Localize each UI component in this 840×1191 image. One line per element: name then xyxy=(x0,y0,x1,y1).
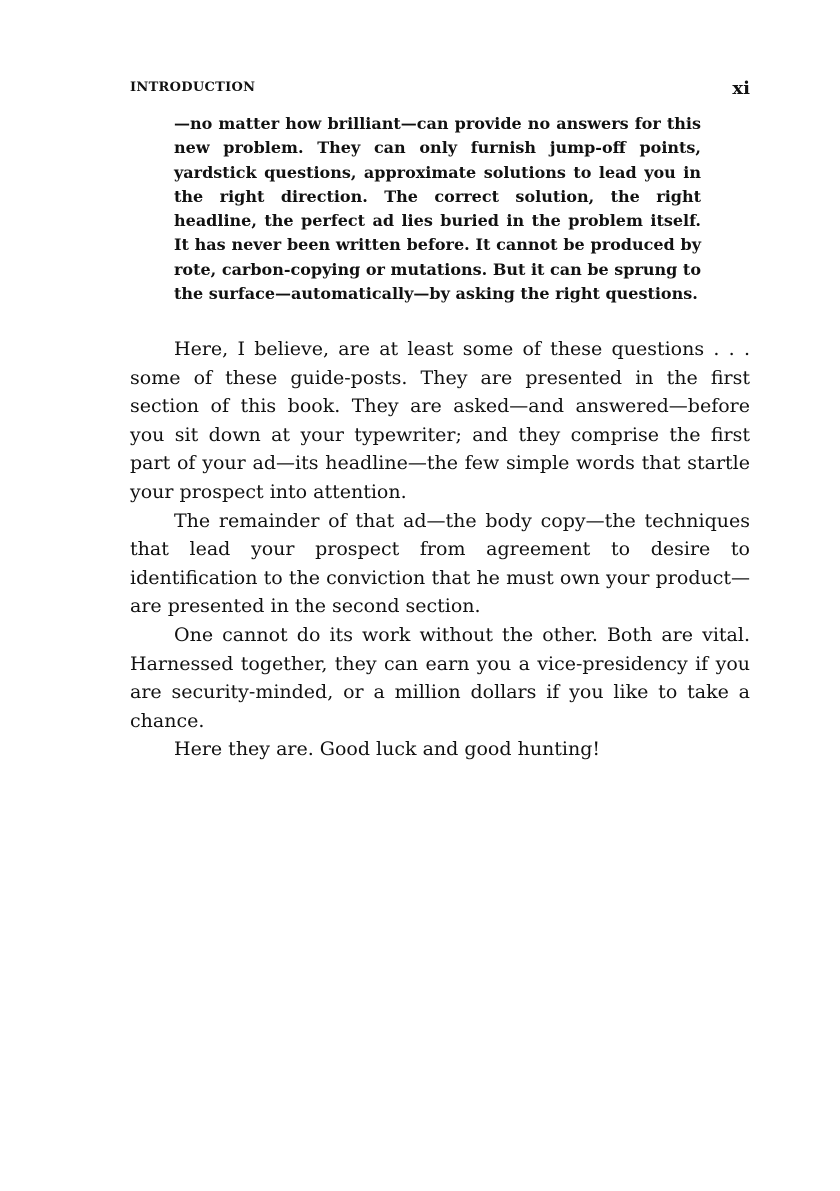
running-head xyxy=(130,78,750,98)
page-number: xi xyxy=(732,78,750,99)
paragraph-both-vital: One cannot do its work without the other. Both are vital. Harnessed together, they can earn you a vice-presidency if you are security-minded, or a million dollars if you like to take a chance. xyxy=(130,623,750,732)
paragraph-guide-posts: Here, I believe, are at least some of these questions . . . some of these guide-posts. They are presented in the first section of this book. They are asked—and answered—before you sit down at your typewriter; and they comprise the first part of your ad—its headline—the few simple words that startle your prospect into attention. xyxy=(130,338,750,503)
body-text xyxy=(130,335,750,764)
block-quote: —no matter how brilliant—can provide no answers for this new problem. They can only furnish jump-off points, yardstick questions, approximate solutions to lead you in the right direction. The correct solution, the right headline, the perfect ad lies buried in the problem itself. It has never been written before. It cannot be produced by rote, carbon-copying or mutations. But it can be sprung to the surface—automatically—by asking the right questions. xyxy=(174,114,701,304)
section-title: INTRODUCTION xyxy=(130,80,256,95)
paragraph-body-copy: The remainder of that ad—the body copy—the techniques that lead your prospect from agreement to desire to identification to the conviction that he must own your product—are presented in the second section. xyxy=(130,509,750,618)
paragraph-good-luck: Here they are. Good luck and good hunting! xyxy=(174,738,601,761)
